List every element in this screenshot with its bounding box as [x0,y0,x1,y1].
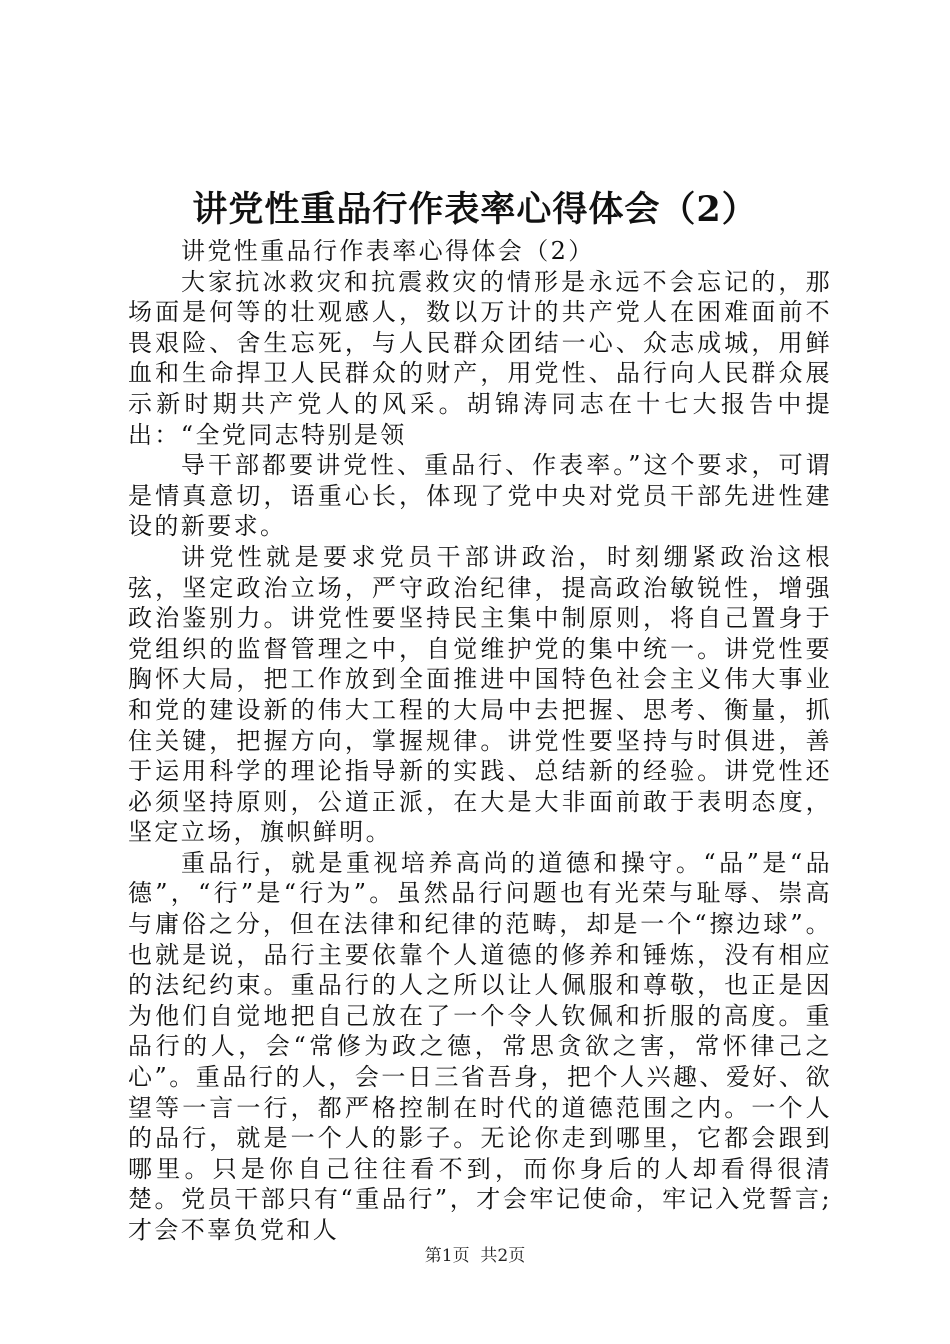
paragraph: 大家抗冰救灾和抗震救灾的情形是永远不会忘记的，那场面是何等的壮观感人，数以万计的共产党人在困难面前不畏艰险、舍生忘死，与人民群众团结一心、众志成城，用鲜血和生命捍卫人民群众的财产，用党性、品行向人民群众展示新时期共产党人的风采。胡锦涛同志在十七大报告中提出：“全党同志特别是领 [128,267,832,449]
paragraph: 讲党性就是要求党员干部讲政治，时刻绷紧政治这根弦，坚定政治立场，严守政治纪律，提高政治敏锐性，增强政治鉴别力。讲党性要坚持民主集中制原则，将自己置身于党组织的监督管理之中，自觉维护党的集中统一。讲党性要胸怀大局，把工作放到全面推进中国特色社会主义伟大事业和党的建设新的伟大工程的大局中去把握、思考、衡量，抓住关键，把握方向，掌握规律。讲党性要坚持与时俱进，善于运用科学的理论指导新的实践、总结新的经验。讲党性还必须坚持原则，公道正派，在大是大非面前敢于表明态度，坚定立场，旗帜鲜明。 [128,542,832,847]
paragraph-subtitle: 讲党性重品行作表率心得体会（2） [181,237,595,265]
document-body [128,236,832,1246]
page-number: 第1页 [424,1246,470,1266]
page-total: 共2页 [480,1246,526,1266]
paragraph: 导干部都要讲党性、重品行、作表率。”这个要求，可谓是情真意切，语重心长，体现了党中央对党员干部先进性建设的新要求。 [128,451,832,541]
page-footer [0,1244,950,1268]
footer-spacer [470,1246,481,1266]
document-title: 讲党性重品行作表率心得体会（2） [192,189,758,230]
paragraph: 重品行，就是重视培养高尚的道德和操守。“品”是“品德”，“行”是“行为”。虽然品行问题也有光荣与耻辱、崇高与庸俗之分，但在法律和纪律的范畴，却是一个“擦边球”。也就是说，品行主要依靠个人道德的修养和锤炼，没有相应的法纪约束。重品行的人之所以让人佩服和尊敬，也正是因为他们自觉地把自己放在了一个令人钦佩和折服的高度。重品行的人，会“常修为政之德，常思贪欲之害，常怀律己之心”。重品行的人，会一日三省吾身，把个人兴趣、爱好、欲望等一言一行，都严格控制在时代的道德范围之内。一个人的品行，就是一个人的影子。无论你走到哪里，它都会跟到哪里。只是你自己往往看不到，而你身后的人却看得很清楚。党员干部只有“重品行”，才会牢记使命，牢记入党誓言;才会不辜负党和人 [128,848,832,1244]
